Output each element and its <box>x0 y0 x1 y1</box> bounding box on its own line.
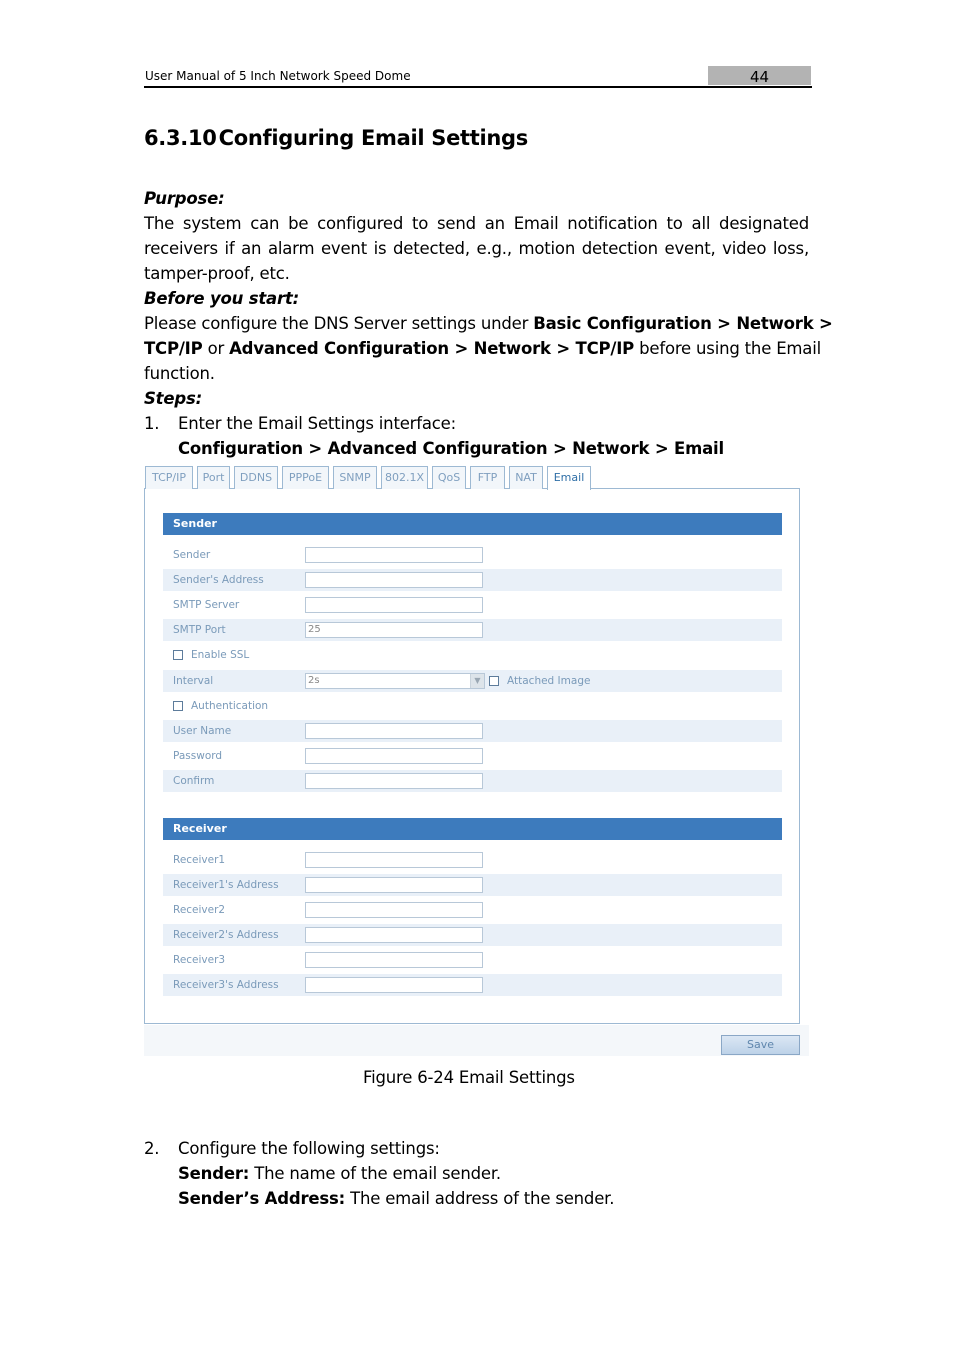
interval-value: 2s <box>308 675 320 686</box>
before-path-2: TCP/IP <box>144 339 203 358</box>
page-number: 44 <box>708 66 811 85</box>
sender-address-definition: The email address of the sender. <box>345 1189 615 1208</box>
tab-email[interactable]: Email <box>547 466 591 490</box>
chevron-down-icon: ▼ <box>470 674 484 688</box>
tab-bar <box>144 464 800 489</box>
section-heading <box>144 126 528 150</box>
smtp-server-label: SMTP Server <box>173 599 240 611</box>
purpose-line-1: The system can be configured to send an Email notification to all designated <box>144 214 809 233</box>
running-header: User Manual of 5 Inch Network Speed Dome <box>145 69 411 83</box>
sender-label: Sender <box>173 549 211 561</box>
sender-address-input[interactable] <box>305 572 483 588</box>
attached-image-label: Attached Image <box>507 675 591 687</box>
receiver1-address-row <box>163 874 782 896</box>
password-row <box>163 745 782 767</box>
authentication-checkbox[interactable] <box>173 701 183 711</box>
receiver1-address-label: Receiver1's Address <box>173 879 279 891</box>
enable-ssl-checkbox[interactable] <box>173 650 183 660</box>
save-button[interactable]: Save <box>721 1035 800 1055</box>
receiver2-input[interactable] <box>305 902 483 918</box>
receiver2-address-row <box>163 924 782 946</box>
header-rule <box>144 86 812 88</box>
sender-address-row <box>163 569 782 591</box>
tab-nat[interactable]: NAT <box>509 466 543 489</box>
sender-definition: The name of the email sender. <box>249 1164 501 1183</box>
before-path-3: Advanced Configuration > Network > TCP/IP <box>229 339 635 358</box>
purpose-line-2: receivers if an alarm event is detected, e.g., motion detection event, video loss, <box>144 239 809 258</box>
step-2-text: Configure the following settings: <box>178 1139 440 1158</box>
confirm-label: Confirm <box>173 775 215 787</box>
sender-address-term: Sender’s Address: <box>178 1189 346 1208</box>
before-path-1: Basic Configuration > Network > <box>533 314 833 333</box>
interval-row <box>163 670 782 692</box>
receiver1-input[interactable] <box>305 852 483 868</box>
section-number: 6.3.10 <box>144 126 217 150</box>
receiver1-row <box>163 849 782 871</box>
tab-port[interactable]: Port <box>197 466 230 489</box>
authentication-label: Authentication <box>191 700 269 712</box>
step-1-text: Enter the Email Settings interface: <box>178 414 456 433</box>
receiver1-address-input[interactable] <box>305 877 483 893</box>
before-line-2 <box>144 336 821 361</box>
authentication-row <box>163 695 782 717</box>
receiver1-label: Receiver1 <box>173 854 226 866</box>
tab-pppoe[interactable]: PPPoE <box>282 466 329 489</box>
sender-input[interactable] <box>305 547 483 563</box>
receiver2-row <box>163 899 782 921</box>
smtp-server-row <box>163 594 782 616</box>
purpose-label: Purpose: <box>144 189 225 208</box>
tab-ddns[interactable]: DDNS <box>234 466 278 489</box>
step-2-number: 2. <box>144 1139 160 1158</box>
attached-image-checkbox[interactable] <box>489 676 499 686</box>
smtp-server-input[interactable] <box>305 597 483 613</box>
tab-snmp[interactable]: SNMP <box>333 466 377 489</box>
confirm-row <box>163 770 782 792</box>
step-1-path: Configuration > Advanced Configuration > Network > Email <box>178 439 724 458</box>
steps-label: Steps: <box>144 389 202 408</box>
user-name-input[interactable] <box>305 723 483 739</box>
user-name-row <box>163 720 782 742</box>
tab-ftp[interactable]: FTP <box>470 466 505 489</box>
interval-select[interactable] <box>305 673 485 689</box>
before-text-1: Please configure the DNS Server settings under <box>144 314 534 333</box>
before-text-2: or <box>202 339 230 358</box>
figure-caption: Figure 6-24 Email Settings <box>363 1068 575 1087</box>
password-input[interactable] <box>305 748 483 764</box>
receiver-section-header: Receiver <box>163 818 782 840</box>
user-name-label: User Name <box>173 725 232 737</box>
step-1-number: 1. <box>144 414 160 433</box>
smtp-port-row <box>163 619 782 641</box>
sender-description <box>178 1161 501 1186</box>
receiver3-label: Receiver3 <box>173 954 226 966</box>
sender-term: Sender: <box>178 1164 250 1183</box>
section-title: Configuring Email Settings <box>218 126 528 150</box>
receiver3-address-row <box>163 974 782 996</box>
receiver2-address-label: Receiver2's Address <box>173 929 279 941</box>
before-line-1 <box>144 311 833 336</box>
button-bar <box>144 1025 809 1056</box>
purpose-line-3: tamper-proof, etc. <box>144 264 290 283</box>
password-label: Password <box>173 750 223 762</box>
before-line-3: function. <box>144 364 215 383</box>
enable-ssl-row <box>163 644 782 666</box>
email-settings-screenshot <box>144 464 809 1056</box>
smtp-port-input[interactable]: 25 <box>305 622 483 638</box>
sender-section-header: Sender <box>163 513 782 535</box>
tab-8021x[interactable]: 802.1X <box>381 466 428 489</box>
before-text-3: before using the Email <box>634 339 821 358</box>
sender-row <box>163 544 782 566</box>
before-label: Before you start: <box>144 289 300 308</box>
confirm-input[interactable] <box>305 773 483 789</box>
tab-tcpip[interactable]: TCP/IP <box>145 466 193 489</box>
receiver3-address-label: Receiver3's Address <box>173 979 279 991</box>
sender-address-description <box>178 1186 614 1211</box>
sender-address-label: Sender's Address <box>173 574 264 586</box>
receiver3-address-input[interactable] <box>305 977 483 993</box>
smtp-port-label: SMTP Port <box>173 624 226 636</box>
interval-label: Interval <box>173 675 214 687</box>
receiver2-label: Receiver2 <box>173 904 226 916</box>
enable-ssl-label: Enable SSL <box>191 649 250 661</box>
tab-qos[interactable]: QoS <box>432 466 466 489</box>
receiver3-row <box>163 949 782 971</box>
receiver2-address-input[interactable] <box>305 927 483 943</box>
receiver3-input[interactable] <box>305 952 483 968</box>
